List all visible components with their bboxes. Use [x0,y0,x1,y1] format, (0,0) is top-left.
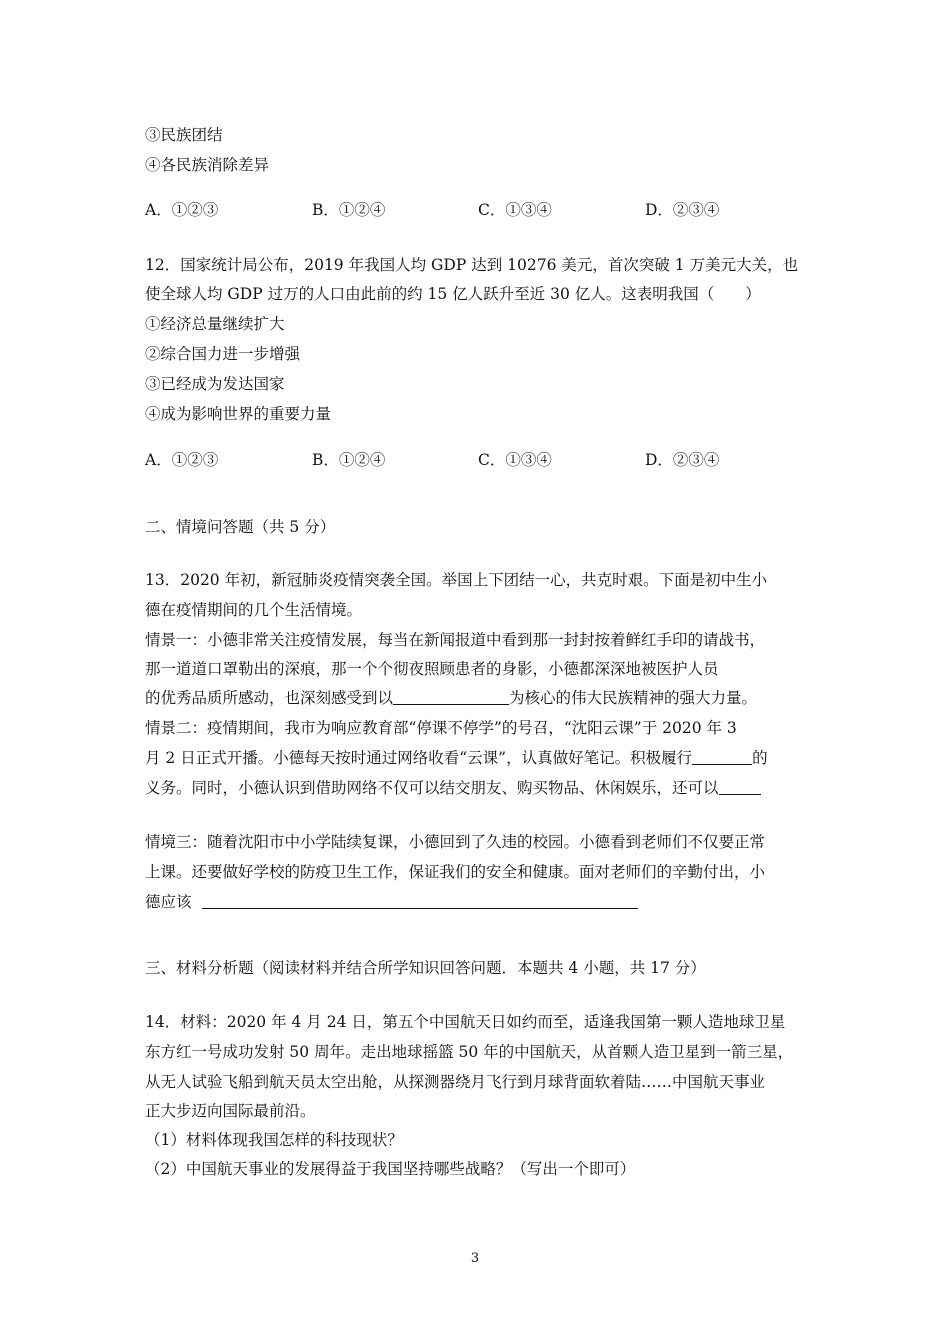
q13-s2-text-a: 月 2 日正式开播。小德每天按时通过网络收看“云课”，认真做好笔记。积极履行 [145,749,693,767]
q13-s1-line2: 那一道道口罩勒出的深痕，那一个个彻夜照顾患者的身影，小德都深深地被医护人员 [145,660,719,678]
q11-option-d[interactable]: D．②③④ [645,201,720,219]
q13-stem-line2: 德在疫情期间的几个生活情境。 [145,601,363,619]
q12-option-d[interactable]: D．②③④ [645,451,720,469]
q13-s2-line3 [145,778,761,798]
q12-item-4: ④成为影响世界的重要力量 [145,405,332,423]
q13-blank-2[interactable] [692,748,752,765]
q12-option-a[interactable]: A．①②③ [145,451,219,469]
q12-option-b[interactable]: B．①②④ [312,451,386,469]
q13-blank-1[interactable] [393,688,509,705]
q12-option-c[interactable]: C．①③④ [478,451,552,469]
page-number: 3 [470,1251,480,1266]
q12-stem-line2: 使全球人均 GDP 过万的人口由此前的约 15 亿人跃升至近 30 亿人。这表明我国（ ） [145,285,761,303]
q13-blank-4[interactable] [202,892,638,909]
q13-s2-line1: 情景二：疫情期间，我市为响应教育部“停课不停学”的号召，“沈阳云课”于 2020 年 3 [145,719,737,737]
q13-s3-text: 德应该 [145,893,192,911]
q13-s1-line3 [145,688,757,708]
q14-question-2: （2）中国航天事业的发展得益于我国坚持哪些战略？（写出一个即可） [145,1160,636,1178]
q13-stem-line1: 13．2020 年初，新冠肺炎疫情突袭全国。举国上下团结一心，共克时艰。下面是初中生小 [145,571,768,589]
q11-option-a[interactable]: A．①②③ [145,201,219,219]
q12-item-3: ③已经成为发达国家 [145,375,285,393]
q11-option-c[interactable]: C．①③④ [478,201,552,219]
q14-material-line3: 从无人试验飞船到航天员太空出舱，从探测器绕月飞行到月球背面软着陆……中国航天事业 [145,1073,766,1091]
q12-options [145,450,825,470]
q13-s1-text-a: 的优秀品质所感动，也深刻感受到以 [145,689,394,707]
q11-item-4: ④各民族消除差异 [145,156,270,174]
q14-material-line1: 14．材料：2020 年 4 月 24 日，第五个中国航天日如约而至，适逢我国第一颗人造地球卫星 [145,1013,786,1031]
q13-s3-line2: 上课。还要做好学校的防疫卫生工作，保证我们的安全和健康。面对老师们的辛勤付出，小 [145,863,766,881]
q13-s3-line3 [145,892,638,912]
section2-title: 二、情境问答题（共 5 分） [145,518,336,536]
section3-title: 三、材料分析题（阅读材料并结合所学知识回答问题．本题共 4 小题，共 17 分） [145,959,706,977]
q13-s1-text-b: 为核心的伟大民族精神的强大力量。 [509,689,758,707]
q13-blank-3[interactable] [719,778,761,795]
q11-option-b[interactable]: B．①②④ [312,201,386,219]
q13-s1-line1: 情景一：小德非常关注疫情发展，每当在新闻报道中看到那一封封按着鲜红手印的请战书， [145,631,766,649]
q12-item-1: ①经济总量继续扩大 [145,315,285,333]
q13-s2-text-b: 的 [752,749,768,767]
q14-question-1: （1）材料体现我国怎样的科技现状？ [145,1131,403,1149]
q13-s2-line2 [145,748,768,768]
q12-item-2: ②综合国力进一步增强 [145,345,301,363]
q12-stem-line1: 12．国家统计局公布，2019 年我国人均 GDP 达到 10276 美元，首次突破 1 万美元大关，也 [145,256,799,274]
q13-s3-line1: 情境三：随着沈阳市中小学陆续复课，小德回到了久违的校园。小德看到老师们不仅要正常 [145,833,766,851]
q13-s2-text-c: 义务。同时，小德认识到借助网络不仅可以结交朋友、购买物品、休闲娱乐，还可以 [145,779,719,797]
q11-item-3: ③民族团结 [145,126,223,144]
q14-material-line2: 东方红一号成功发射 50 周年。走出地球摇篮 50 年的中国航天，从首颗人造卫星到一箭三星， [145,1043,794,1061]
q14-material-line4: 正大步迈向国际最前沿。 [145,1102,316,1120]
q11-options [145,200,825,220]
